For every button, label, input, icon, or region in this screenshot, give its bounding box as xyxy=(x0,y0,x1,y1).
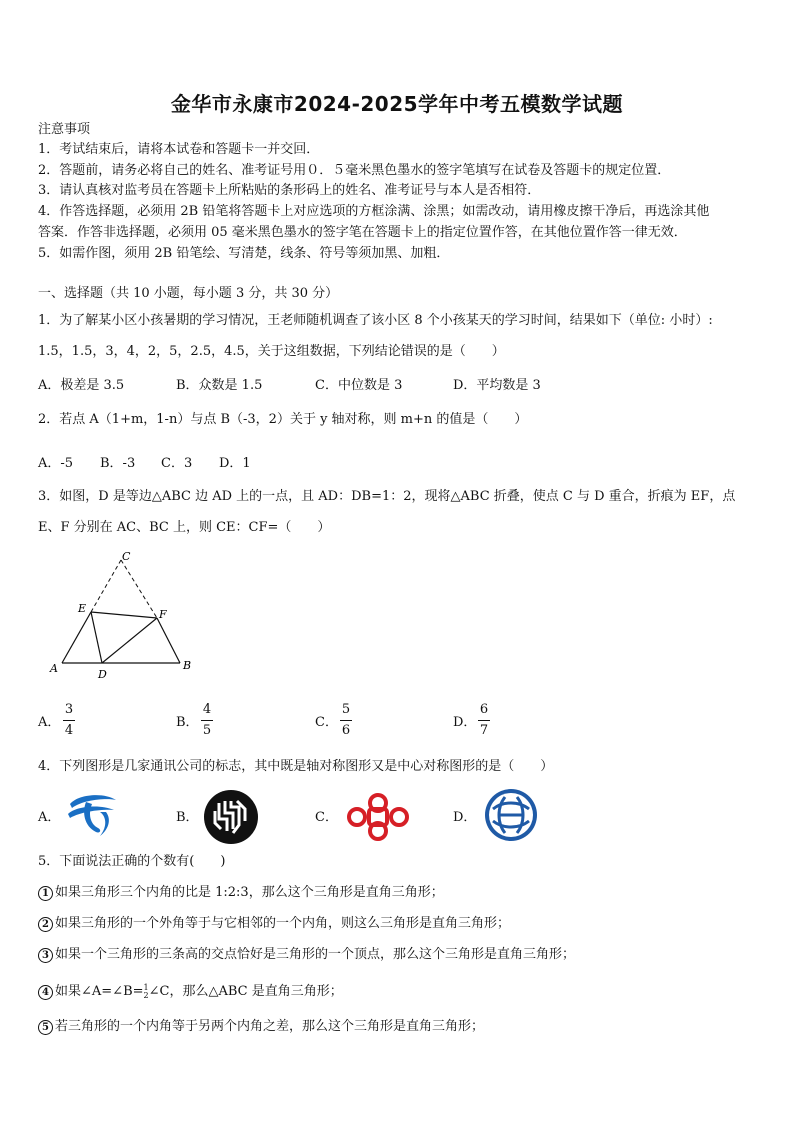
notice-item: 2．答题前，请务必将自己的姓名、准考证号用０．５毫米黑色墨水的签字笔填写在试卷及答题卡的规定位置． xyxy=(38,163,671,178)
numerator: 4 xyxy=(202,702,212,717)
page-title: 金华市永康市2024-2025学年中考五模数学试题 xyxy=(170,92,624,116)
fraction-bar xyxy=(340,720,352,721)
side-fb xyxy=(157,618,180,663)
denominator: 2 xyxy=(143,990,149,1000)
segment-df xyxy=(102,618,157,663)
china-mobile-logo xyxy=(483,787,539,843)
q3-option-a-label: A． xyxy=(38,715,61,730)
notice-heading: 注意事项 xyxy=(38,122,91,137)
statement-text: 如果三角形三个内角的比是 1:2:3，那么这个三角形是直角三角形； xyxy=(55,885,444,900)
circled-number: 5 xyxy=(38,1020,53,1035)
denominator: 4 xyxy=(64,723,74,738)
fraction-bar xyxy=(201,720,213,721)
q3-option-d-fraction xyxy=(477,702,491,739)
label-a: A xyxy=(50,662,58,675)
q2-option-d: D．1 xyxy=(219,456,251,471)
question-1-data: 1.5，1.5，3，4，2，5，2.5，4.5，关于这组数据，下列结论错误的是（ ） xyxy=(38,344,505,359)
q3-option-c-label: C． xyxy=(315,715,338,730)
statement-text: 如果三角形的一个外角等于与它相邻的一个内角，则这么三角形是直角三角形； xyxy=(55,916,511,931)
notice-item: 答案．作答非选择题，必须用 05 毫米黑色墨水的签字笔在答题卡上的指定位置作答，在其他位置作答一律无效． xyxy=(38,225,687,240)
q2-option-a: A．-5 xyxy=(38,456,74,471)
label-e: E xyxy=(78,602,87,615)
question-2-stem: 2．若点 A（1+m，1-n）与点 B（-3，2）关于 y 轴对称，则 m+n 的值是（ ） xyxy=(38,412,528,427)
q1-option-d: D．平均数是 3 xyxy=(453,378,541,393)
statement-text-pre: 如果∠A=∠B= xyxy=(55,984,144,999)
q2-option-b: B．-3 xyxy=(100,456,136,471)
q1-option-b: B．众数是 1.5 xyxy=(176,378,263,393)
statement-1 xyxy=(38,884,444,902)
fold-cf xyxy=(121,560,157,618)
china-telecom-logo xyxy=(64,790,120,840)
q3-option-b-fraction xyxy=(200,702,214,739)
china-unicom-logo xyxy=(343,791,413,843)
question-3-stem-cont: E、F 分别在 AC、BC 上，则 CE：CF=（ ） xyxy=(38,520,331,535)
circled-number: 4 xyxy=(38,985,53,1000)
notice-item: 5．如需作图，须用 2B 铅笔绘、写清楚，线条、符号等须加黑、加粗． xyxy=(38,246,450,261)
denominator: 5 xyxy=(202,723,212,738)
q3-option-d-label: D． xyxy=(453,715,477,730)
circled-number: 2 xyxy=(38,917,53,932)
statement-text: 如果一个三角形的三条高的交点恰好是三角形的一个顶点，那么这个三角形是直角三角形； xyxy=(55,947,576,962)
fraction-bar xyxy=(478,720,490,721)
statement-text-post: ∠C，那么△ABC 是直角三角形； xyxy=(148,984,343,999)
label-f: F xyxy=(159,608,167,621)
notice-item: 3．请认真核对监考员在答题卡上所粘贴的条形码上的姓名、准考证号与本人是否相符． xyxy=(38,183,541,198)
q3-option-c-fraction xyxy=(339,702,353,739)
question-3-stem: 3．如图，D 是等边△ABC 边 AD 上的一点，且 AD：DB=1：2，现将△ABC 折叠，使点 C 与 D 重合，折痕为 EF，点 xyxy=(38,489,736,504)
numerator: 5 xyxy=(341,702,351,717)
numerator: 6 xyxy=(479,702,489,717)
numerator: 1 xyxy=(143,982,149,992)
label-c: C xyxy=(122,550,131,563)
notice-item: 1．考试结束后，请将本试卷和答题卡一并交回． xyxy=(38,142,320,157)
q1-option-c: C．中位数是 3 xyxy=(315,378,403,393)
q4-option-d-label: D． xyxy=(453,810,477,825)
statement-2 xyxy=(38,915,510,933)
question-4-stem: 4．下列图形是几家通讯公司的标志，其中既是轴对称图形又是中心对称图形的是（ ） xyxy=(38,759,554,774)
circled-number: 1 xyxy=(38,886,53,901)
denominator: 6 xyxy=(341,723,351,738)
question-5-stem: 5．下面说法正确的个数有( ) xyxy=(38,854,226,869)
denominator: 7 xyxy=(479,723,489,738)
crease-ef xyxy=(91,612,157,618)
q4-option-b-label: B． xyxy=(176,810,199,825)
numerator: 3 xyxy=(64,702,74,717)
fraction-bar xyxy=(63,720,75,721)
notice-item: 4．作答选择题，必须用 2B 铅笔将答题卡上对应选项的方框涂满、涂黑；如需改动，请用橡皮擦干净后，再选涂其他 xyxy=(38,204,710,219)
q1-option-a: A．极差是 3.5 xyxy=(38,378,125,393)
triangle-figure xyxy=(40,548,200,683)
circled-number: 3 xyxy=(38,948,53,963)
statement-4 xyxy=(38,983,343,1001)
q3-option-b-label: B． xyxy=(176,715,199,730)
question-1-stem: 1．为了解某小区小孩暑期的学习情况，王老师随机调查了该小区 8 个小孩某天的学习时间，结果如下（单位: 小时）: xyxy=(38,313,713,328)
black-circle-logo xyxy=(203,789,259,845)
statement-5 xyxy=(38,1018,484,1036)
fold-ec xyxy=(91,560,121,612)
q3-option-a-fraction xyxy=(62,702,76,739)
statement-3 xyxy=(38,946,575,964)
section-heading: 一、选择题（共 10 小题，每小题 3 分，共 30 分） xyxy=(38,286,339,301)
side-ae xyxy=(62,612,91,663)
label-b: B xyxy=(183,659,192,672)
label-d: D xyxy=(98,668,107,681)
q4-option-a-label: A． xyxy=(38,810,61,825)
q2-option-c: C．3 xyxy=(161,456,193,471)
q4-option-c-label: C． xyxy=(315,810,338,825)
statement-text: 若三角形的一个内角等于另两个内角之差，那么这个三角形是直角三角形； xyxy=(55,1019,485,1034)
segment-ed xyxy=(91,612,102,663)
